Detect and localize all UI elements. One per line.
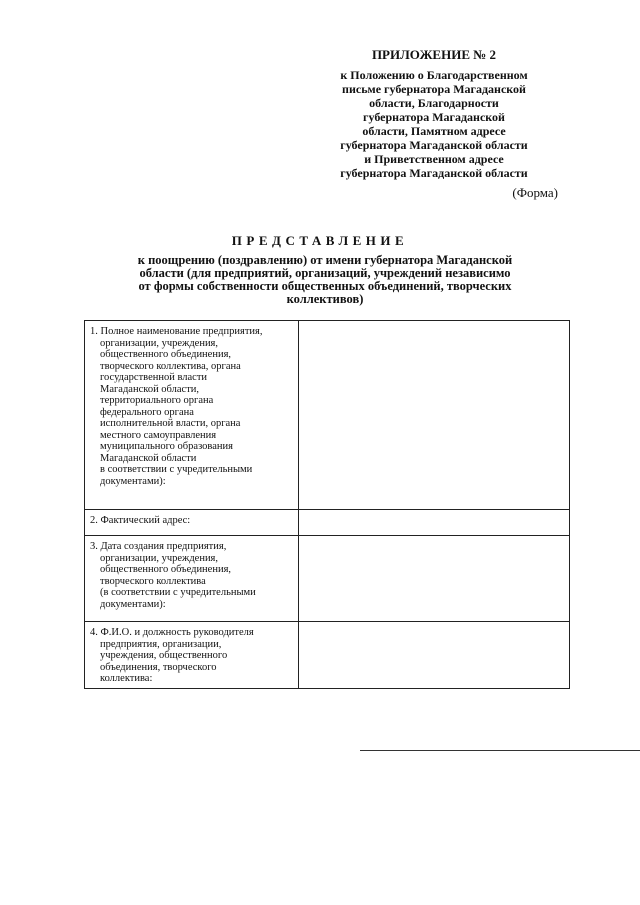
field-label-creation-date — [85, 536, 299, 622]
label-line: местного самоуправления — [100, 429, 217, 441]
appendix-heading: ПРИЛОЖЕНИЕ № 2 — [371, 47, 497, 62]
label-line: исполнительной власти, органа — [100, 418, 241, 429]
field-label-director — [85, 622, 299, 689]
field-value-full-name[interactable] — [299, 321, 570, 510]
label-line: 3. Дата создания предприятия, — [90, 541, 227, 552]
label-line: документами): — [100, 598, 166, 610]
label-line: учреждения, общественного — [100, 650, 228, 661]
label-line: территориального органа — [100, 395, 214, 406]
label-line: документами): — [100, 475, 166, 487]
field-value-creation-date[interactable] — [299, 536, 570, 622]
subtitle-line: области (для предприятий, организаций, учреждений независимо — [139, 266, 511, 280]
bottom-divider — [360, 750, 640, 751]
label-line: общественного объединения, — [100, 349, 232, 360]
table-row — [85, 622, 570, 689]
field-label-full-name — [85, 321, 299, 510]
form-label: (Форма) — [512, 185, 558, 200]
document-title: ПРЕДСТАВЛЕНИЕ — [231, 233, 409, 248]
label-line: организации, учреждения, — [100, 337, 219, 349]
label-line: творческого коллектива — [100, 575, 206, 587]
label-line: муниципального образования — [100, 441, 233, 452]
label-line: объединения, творческого — [100, 661, 217, 673]
document-subtitle — [90, 254, 560, 306]
label-line: 2. Фактический адрес: — [90, 515, 191, 526]
appendix-line: губернатора Магаданской — [363, 110, 505, 124]
label-line: государственной власти — [100, 372, 208, 383]
label-line: предприятия, организации, — [100, 638, 222, 650]
label-line: Магаданской области — [100, 452, 197, 464]
appendix-line: области, Памятном адресе — [362, 124, 506, 138]
label-line: федерального органа — [100, 406, 194, 418]
appendix-line: к Положению о Благодарственном — [340, 68, 528, 82]
appendix-line: и Приветственном адресе — [364, 152, 504, 166]
label-line: в соответствии с учредительными — [100, 464, 253, 475]
appendix-line: губернатора Магаданской области — [340, 166, 528, 180]
subtitle-line: коллективов) — [286, 292, 364, 306]
table-row — [85, 536, 570, 622]
field-value-address[interactable] — [299, 510, 570, 536]
label-line: организации, учреждения, — [100, 552, 219, 564]
appendix-line: области, Благодарности — [369, 96, 499, 110]
label-line: (в соответствии с учредительными — [100, 587, 256, 598]
appendix-line: письме губернатора Магаданской — [342, 82, 526, 96]
table-row — [85, 321, 570, 510]
field-label-address — [85, 510, 299, 536]
label-line: 1. Полное наименование предприятия, — [90, 326, 263, 337]
form-table — [84, 320, 570, 689]
label-line: 4. Ф.И.О. и должность руководителя — [90, 627, 254, 638]
label-line: Магаданской области, — [100, 383, 200, 395]
appendix-line: губернатора Магаданской области — [340, 138, 528, 152]
field-value-director[interactable] — [299, 622, 570, 689]
table-row — [85, 510, 570, 536]
subtitle-line: к поощрению (поздравлению) от имени губернатора Магаданской — [137, 253, 513, 267]
appendix-block — [300, 48, 568, 180]
subtitle-line: от формы собственности общественных объединений, творческих — [138, 279, 512, 293]
label-line: общественного объединения, — [100, 564, 232, 575]
label-line: коллектива: — [100, 673, 153, 684]
label-line: творческого коллектива, органа — [100, 360, 241, 372]
